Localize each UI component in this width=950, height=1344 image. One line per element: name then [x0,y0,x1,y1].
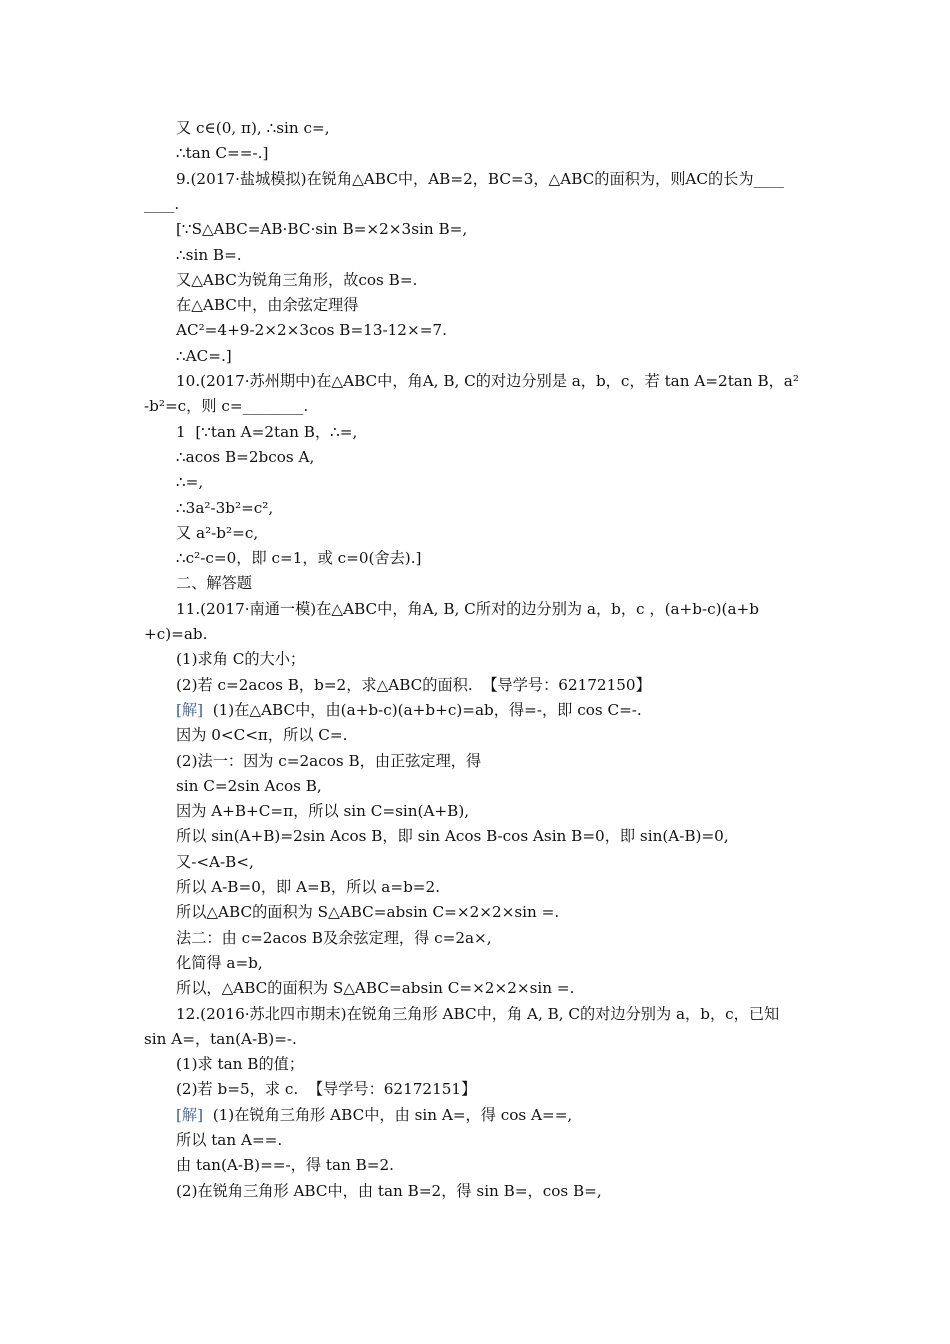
text-line: ∴c²-c=0，即 c=1，或 c=0(舍去).] [176,549,422,567]
text-line: [解] (1)在锐角三角形 ABC中，由 sin A=，得 cos A==, [176,1106,573,1124]
text-line: ∴acos B=2bcos A, [176,448,315,466]
text-line: [解] (1)在△ABC中，由(a+b-c)(a+b+c)=ab，得=-，即 cos C=-. [176,701,642,719]
text-line: 法二：由 c=2acos B及余弦定理，得 c=2a×, [176,929,492,947]
text-line: ∴3a²-3b²=c², [176,499,274,517]
text-line: ∴sin B=. [176,246,242,264]
text-line: 又 c∈(0, π), ∴sin c=, [176,119,330,137]
text-line: 所以△ABC的面积为 S△ABC=absin C=×2×2×sin =. [176,903,560,921]
text-line: 所以 A-B=0，即 A=B，所以 a=b=2. [176,878,441,896]
text-line: 所以，△ABC的面积为 S△ABC=absin C=×2×2×sin =. [176,979,575,997]
text-line: (1)求角 C的大小； [176,650,306,668]
text-line: 所以 tan A==. [176,1131,283,1149]
text-line: 又-<A-B<, [176,853,254,871]
text-line: sin C=2sin Acos B, [176,777,322,795]
text-line: 12.(2016·苏北四市期末)在锐角三角形 ABC中，角 A, B, C的对边分别为 a，b，c，已知 [176,1005,780,1023]
text-line: 又△ABC为锐角三角形，故cos B=. [176,271,418,289]
text-line: +c)=ab. [144,625,208,643]
text-line: -b²=c，则 c=________. [144,397,309,415]
text-line: 1 [∵tan A=2tan B，∴=, [176,423,358,441]
text-line: (2)在锐角三角形 ABC中，由 tan B=2，得 sin B=，cos B=, [176,1182,602,1200]
text-line: (2)若 b=5，求 c. 【导学号：62172151】 [176,1080,477,1098]
text-line: 又 a²-b²=c, [176,524,259,542]
text-line: 因为 A+B+C=π，所以 sin C=sin(A+B), [176,802,470,820]
text-line: AC²=4+9-2×2×3cos B=13-12×=7. [176,321,447,339]
text-line: ∴=, [176,473,204,491]
text-line: 10.(2017·苏州期中)在△ABC中，角A, B, C的对边分别是 a，b，c，若 tan A=2tan B，a² [176,372,799,390]
text-line: ____. [144,195,180,213]
text-line: 在△ABC中，由余弦定理得 [176,296,359,314]
text-line: ∴tan C==-.] [176,144,269,162]
text-line: (2)若 c=2acos B，b=2，求△ABC的面积. 【导学号：62172150】 [176,676,651,694]
text-line: 11.(2017·南通一模)在△ABC中，角A, B, C所对的边分别为 a，b，c ，(a+b-c)(a+b [176,600,759,618]
text-line: [∵S△ABC=AB·BC·sin B=×2×3sin B=, [176,220,468,238]
text-line: ∴AC=.] [176,347,232,365]
text-line: sin A=，tan(A-B)=-. [144,1030,297,1048]
text-line: 所以 sin(A+B)=2sin Acos B，即 sin Acos B-cos Asin B=0，即 sin(A-B)=0, [176,827,729,845]
text-line: (1)求 tan B的值； [176,1055,305,1073]
text-line: 9.(2017·盐城模拟)在锐角△ABC中，AB=2，BC=3，△ABC的面积为，则AC的长为____ [176,170,784,188]
text-line: 由 tan(A-B)==-，得 tan B=2. [176,1156,394,1174]
text-line: 因为 0<C<π，所以 C=. [176,726,348,744]
text-line: 二、解答题 [176,574,252,592]
text-line: (2)法一：因为 c=2acos B，由正弦定理，得 [176,752,482,770]
text-line: 化简得 a=b, [176,954,263,972]
